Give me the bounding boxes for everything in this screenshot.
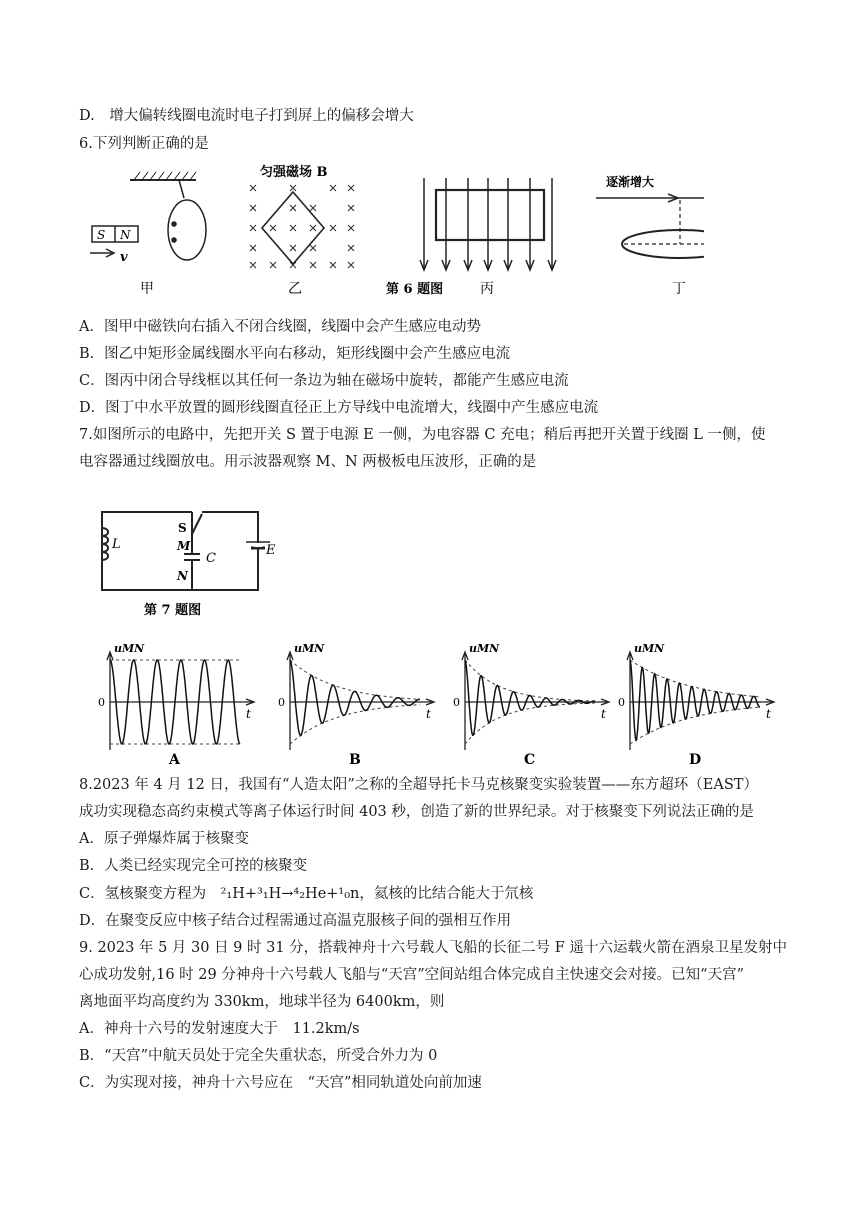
q6-figure xyxy=(84,160,704,310)
q9-option-b: B．“天宫”中航天员处于完全失重状态，所受合外力为 0 xyxy=(79,1048,438,1064)
velocity-label: v xyxy=(120,250,128,265)
wave-letter: C xyxy=(524,752,536,768)
q6-option-a: A．图甲中磁铁向右插入不闭合线圈，线圈中会产生感应电动势 xyxy=(79,319,481,335)
wave-origin: 0 xyxy=(618,696,625,709)
inductor-L-label: L xyxy=(112,537,121,552)
figure-6-caption: 第 6 题图 xyxy=(386,282,444,297)
wave-letter: B xyxy=(349,752,361,768)
q9-option-a: A．神舟十六号的发射速度大于 11.2km/s xyxy=(79,1021,360,1037)
q7-stem-line1: 7.如图所示的电路中，先把开关 S 置于电源 E 一侧，为电容器 C 充电；稍后再把开关置于线圈 L 一侧，使 xyxy=(79,427,766,443)
fig-bing xyxy=(420,178,556,270)
q8-stem-line2: 成功实现稳态高约束模式等离子体运行时间 403 秒，创造了新的世界纪录。对于核聚变下列说法正确的是 xyxy=(79,804,754,820)
wave-xlabel: t xyxy=(766,707,771,721)
wave-ylabel: uMN xyxy=(634,642,665,655)
wave-ylabel: uMN xyxy=(469,642,500,655)
q9-stem-line3: 离地面平均高度约为 330km，地球半径为 6400km，则 xyxy=(79,994,445,1010)
uniform-field-label: 匀强磁场 B xyxy=(260,165,328,180)
label-bing: 丙 xyxy=(480,281,494,297)
q9-stem-line1: 9. 2023 年 5 月 30 日 9 时 31 分，搭载神舟十六号载人飞船的长征二号 F 遥十六运载火箭在酒泉卫星发射中 xyxy=(79,940,787,956)
q9-option-c: C．为实现对接，神舟十六号应在 “天宫”相同轨道处向前加速 xyxy=(79,1075,482,1091)
label-ding: 丁 xyxy=(672,281,686,297)
label-jia: 甲 xyxy=(140,281,154,297)
wave-origin: 0 xyxy=(98,696,105,709)
switch-S-label: S xyxy=(178,521,187,535)
q7-circuit xyxy=(88,490,288,620)
magnet-s-label: S xyxy=(97,228,106,242)
q5-option-d: D. 增大偏转线圈电流时电子打到屏上的偏移会增大 xyxy=(79,108,414,124)
battery-E-label: E xyxy=(266,543,276,558)
magnet-n-label: N xyxy=(120,228,131,242)
q8-option-a: A．原子弹爆炸属于核聚变 xyxy=(79,831,249,847)
q8-option-d: D．在聚变反应中核子结合过程需通过高温克服核子间的强相互作用 xyxy=(79,913,512,929)
wave-panel-B xyxy=(278,642,434,768)
q8-option-b: B．人类已经实现完全可控的核聚变 xyxy=(79,858,308,874)
q6-stem: 6.下列判断正确的是 xyxy=(79,136,209,152)
q7-waveforms xyxy=(88,640,788,770)
fig-jia xyxy=(90,172,206,260)
current-increasing-label: 逐渐增大 xyxy=(606,175,655,189)
wave-letter: A xyxy=(169,752,180,768)
fig-yi xyxy=(250,185,354,268)
q7-stem-line2: 电容器通过线圈放电。用示波器观察 M、N 两极板电压波形，正确的是 xyxy=(79,454,537,470)
q6-option-d: D．图丁中水平放置的圆形线圈直径正上方导线中电流增大，线圈中产生感应电流 xyxy=(79,400,599,416)
q8-option-c: C．氢核聚变方程为 ²₁H+³₁H→⁴₂He+¹₀n，氦核的比结合能大于氘核 xyxy=(79,886,534,902)
wave-origin: 0 xyxy=(278,696,285,709)
wave-origin: 0 xyxy=(453,696,460,709)
label-yi: 乙 xyxy=(288,281,302,297)
wave-xlabel: t xyxy=(426,707,431,721)
wave-xlabel: t xyxy=(601,707,606,721)
wave-xlabel: t xyxy=(246,707,251,721)
capacitor-C-label: C xyxy=(206,551,216,566)
wave-ylabel: uMN xyxy=(294,642,325,655)
q6-option-b: B．图乙中矩形金属线圈水平向右移动，矩形线圈中会产生感应电流 xyxy=(79,346,511,362)
q8-stem-line1: 8.2023 年 4 月 12 日，我国有“人造太阳”之称的全超导托卡马克核聚变实验装置——东方超环（EAST） xyxy=(79,777,758,793)
wave-panel-D xyxy=(618,642,774,768)
figure-7-caption: 第 7 题图 xyxy=(144,603,202,618)
wave-panel-A xyxy=(98,642,254,768)
q6-option-c: C．图丙中闭合导线框以其任何一条边为轴在磁场中旋转，都能产生感应电流 xyxy=(79,373,569,389)
fig-ding xyxy=(596,194,704,258)
q9-stem-line2: 心成功发射,16 时 29 分神舟十六号载人飞船与“天宫”空间站组合体完成自主快速交会对接。已知“天宫” xyxy=(79,967,744,983)
wave-letter: D xyxy=(689,752,702,768)
wave-ylabel: uMN xyxy=(114,642,145,655)
plate-M-label: M xyxy=(177,539,191,553)
plate-N-label: N xyxy=(177,569,188,583)
wave-panel-C xyxy=(453,642,609,768)
